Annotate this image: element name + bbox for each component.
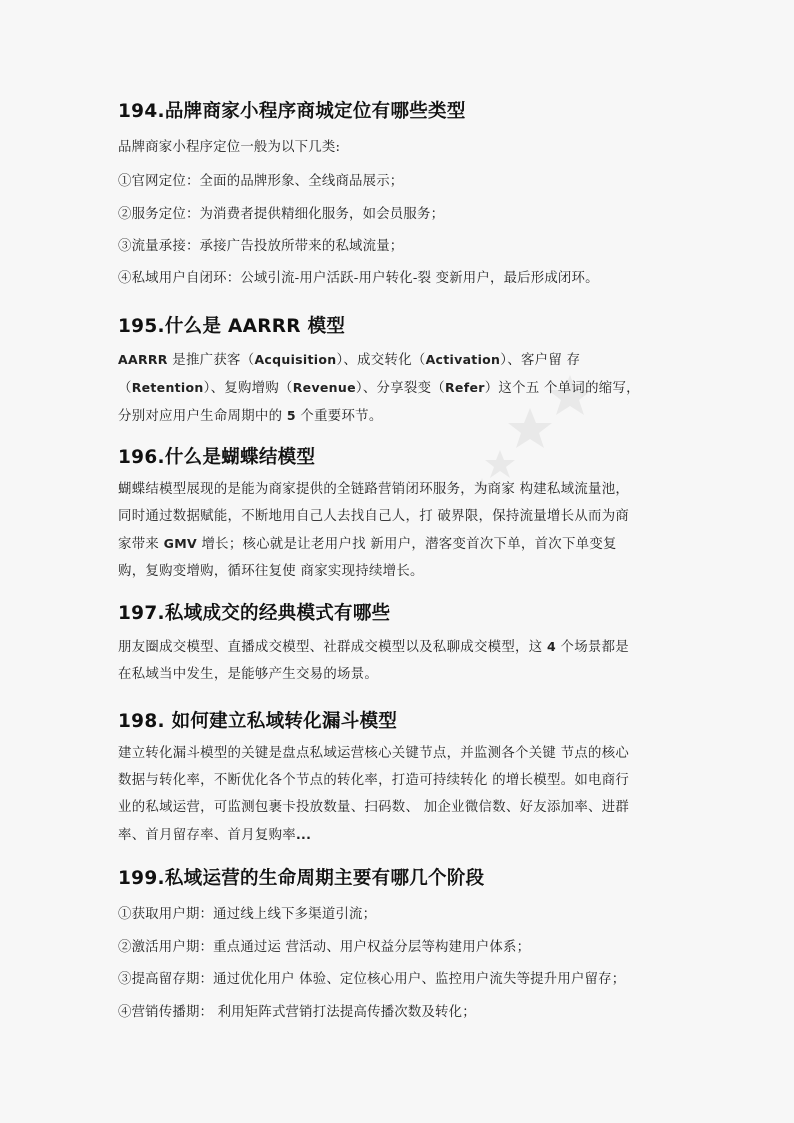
section-199-item-4: ④营销传播期： 利用矩阵式营销打法提高传播次数及转化； (118, 1005, 476, 1020)
section-194-item-3: ③流量承接：承接广告投放所带来的私域流量； (118, 239, 404, 254)
ellipsis: ... (295, 827, 312, 842)
section-198-heading: 198. 如何建立私域转化漏斗模型 (118, 711, 398, 732)
term-activation: Activation (425, 352, 501, 367)
term-gmv: GMV (163, 536, 197, 551)
section-196-heading: 196.什么是蝴蝶结模型 (118, 447, 316, 468)
term-acquisition: Acquisition (254, 352, 337, 367)
term-five: 5 (286, 408, 296, 423)
section-199-item-1: ①获取用户期：通过线上线下多渠道引流； (118, 907, 377, 922)
section-194-heading: 194.品牌商家小程序商城定位有哪些类型 (118, 101, 466, 122)
section-194-item-4: ④私域用户自闭环：公域引流-用户活跃-用户转化-裂 变新用户，最后形成闭环。 (118, 271, 599, 286)
section-194-item-1: ①官网定位：全面的品牌形象、全线商品展示； (118, 174, 404, 189)
section-198-paragraph: 建立转化漏斗模型的关键是盘点私域运营核心关键节点，并监测各个关键 节点的核心数据与转化率，不断优化各个节点的转化率，打造可持续转化 的增长模型。如电商行业的私域运营，可监测包裹卡投放数量、扫码数、 加企业微信数、好友添加率、进群率、首月留存率、首月复购率... (118, 746, 630, 843)
section-197-heading: 197.私域成交的经典模式有哪些 (118, 603, 391, 624)
section-196-paragraph: 蝴蝶结模型展现的是能为商家提供的全链路营销闭环服务，为商家 构建私域流量池，同时通过数据赋能，不断地用自己人去找自己人，打 破界限，保持流量增长从而为商家带来 GMV 增长；核心就是让老用户找 新用户，潜客变首次下单，首次下单变复购，复购变增购，循环往复使 商家实现持续增长。 (118, 482, 630, 579)
term-retention: Retention (131, 380, 204, 395)
section-199-heading: 199.私域运营的生命周期主要有哪几个阶段 (118, 868, 485, 889)
term-four: 4 (546, 639, 556, 654)
section-199-item-3: ③提高留存期：通过优化用户 体验、定位核心用户、监控用户流失等提升用户留存； (118, 972, 626, 987)
term-aarrr: AARRR (118, 352, 168, 367)
section-195-heading: 195.什么是 AARRR 模型 (118, 316, 346, 337)
term-revenue: Revenue (292, 380, 356, 395)
section-195-paragraph: AARRR 是推广获客（Acquisition）、成交转化（Activation）、客户留 存（Retention）、复购增购（Revenue）、分享裂变（Refer）这个五 个单词的缩写，分别对应用户生命周期中的 5 个重要环节。 (118, 352, 640, 424)
section-197-paragraph: 朋友圈成交模型、直播成交模型、社群成交模型以及私聊成交模型，这 4 个场景都是在私域当中发生，是能够产生交易的场景。 (118, 639, 629, 682)
section-194-item-2: ②服务定位：为消费者提供精细化服务，如会员服务； (118, 207, 445, 222)
section-199-item-2: ②激活用户期：重点通过运 营活动、用户权益分层等构建用户体系； (118, 940, 531, 955)
term-refer: Refer (445, 380, 485, 395)
section-194-intro: 品牌商家小程序定位一般为以下几类: (118, 140, 341, 155)
